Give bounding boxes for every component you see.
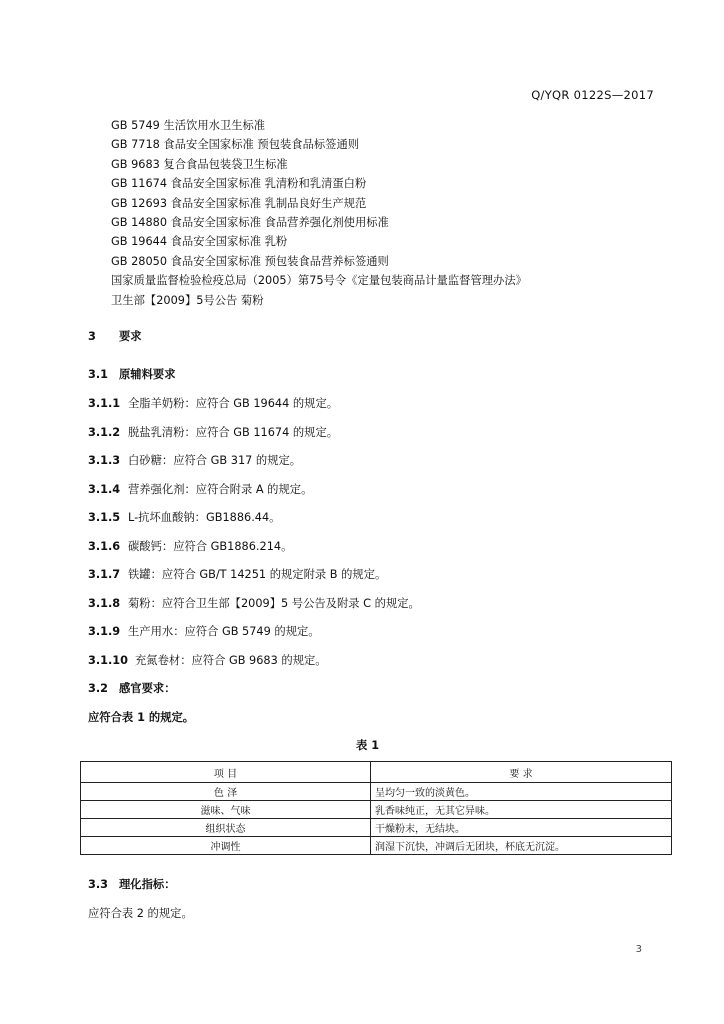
table-cell: 乳香味纯正，无其它异味。 xyxy=(371,801,672,819)
paragraph: 应符合表 1 的规定。 xyxy=(88,711,195,724)
section-number: 3.2 xyxy=(88,682,109,695)
reference-item: GB 14880 食品安全国家标准 食品营养强化剂使用标准 xyxy=(111,216,389,230)
item-text: 充氮卷材：应符合 GB 9683 的规定。 xyxy=(135,654,327,667)
reference-item: 国家质量监督检验检疫总局（2005）第75号令《定量包装商品计量监督管理办法》 xyxy=(111,274,527,288)
section-3-1-heading xyxy=(88,366,176,382)
paragraph: 应符合表 2 的规定。 xyxy=(88,907,193,920)
section-title: 要求 xyxy=(119,330,142,343)
item-text: 白砂糖：应符合 GB 317 的规定。 xyxy=(128,454,302,467)
requirement-item xyxy=(88,538,292,554)
reference-item: GB 12693 食品安全国家标准 乳制品良好生产规范 xyxy=(111,196,367,210)
item-text: 脱盐乳清粉：应符合 GB 11674 的规定。 xyxy=(128,426,339,439)
section-3-2-heading xyxy=(88,680,176,696)
requirement-item xyxy=(88,481,312,497)
table-row xyxy=(81,801,672,819)
section-3-heading xyxy=(88,328,142,344)
item-number: 3.1.6 xyxy=(88,540,121,553)
requirement-item xyxy=(88,623,320,639)
standard-code: Q/YQR 0122S—2017 xyxy=(531,88,654,102)
table-1 xyxy=(80,761,672,855)
reference-list xyxy=(111,116,527,310)
table-cell: 干燥粉末，无结块。 xyxy=(371,819,672,837)
table-header-cell: 项 目 xyxy=(81,762,371,783)
item-text: 全脂羊奶粉：应符合 GB 19644 的规定。 xyxy=(128,397,339,410)
item-text: 碳酸钙：应符合 GB1886.214。 xyxy=(128,540,293,553)
item-number: 3.1.1 xyxy=(88,397,121,410)
requirement-item xyxy=(88,395,338,411)
table-row xyxy=(81,783,672,801)
requirement-item xyxy=(88,452,301,468)
table-row xyxy=(81,819,672,837)
requirement-item xyxy=(88,595,420,611)
section-title: 原辅料要求 xyxy=(119,368,176,381)
reference-item: GB 19644 食品安全国家标准 乳粉 xyxy=(111,235,288,249)
item-number: 3.1.5 xyxy=(88,511,121,524)
item-number: 3.1.9 xyxy=(88,625,121,638)
table-cell: 润湿下沉快，冲调后无团块，杯底无沉淀。 xyxy=(371,837,672,855)
item-text: 生产用水：应符合 GB 5749 的规定。 xyxy=(128,625,320,638)
requirement-item xyxy=(88,566,386,582)
reference-item: GB 5749 生活饮用水卫生标准 xyxy=(111,119,266,132)
table-cell: 冲调性 xyxy=(81,837,371,855)
item-number: 3.1.2 xyxy=(88,426,121,439)
item-text: 菊粉：应符合卫生部【2009】5 号公告及附录 C 的规定。 xyxy=(128,597,420,610)
section-number: 3 xyxy=(88,330,96,343)
item-text: L-抗坏血酸钠：GB1886.44。 xyxy=(128,511,281,524)
item-number: 3.1.8 xyxy=(88,597,121,610)
table-cell: 组织状态 xyxy=(81,819,371,837)
section-title: 感官要求： xyxy=(119,682,176,695)
table-row xyxy=(81,837,672,855)
requirement-item xyxy=(88,652,327,668)
table-cell: 色 泽 xyxy=(81,783,371,801)
requirement-item xyxy=(88,424,338,440)
section-number: 3.3 xyxy=(88,878,109,891)
reference-item: GB 11674 食品安全国家标准 乳清粉和乳清蛋白粉 xyxy=(111,177,367,191)
item-number: 3.1.7 xyxy=(88,568,121,581)
reference-item: GB 7718 食品安全国家标准 预包装食品标签通则 xyxy=(111,138,360,152)
reference-item: GB 9683 复合食品包装袋卫生标准 xyxy=(111,157,288,171)
item-text: 营养强化剂：应符合附录 A 的规定。 xyxy=(128,483,313,496)
reference-item: 卫生部【2009】5号公告 菊粉 xyxy=(111,293,264,307)
section-title: 理化指标： xyxy=(119,878,176,891)
item-text: 铁罐：应符合 GB/T 14251 的规定附录 B 的规定。 xyxy=(128,568,387,581)
section-3-3-heading xyxy=(88,876,176,892)
table-cell: 呈均匀一致的淡黄色。 xyxy=(371,783,672,801)
section-number: 3.1 xyxy=(88,368,109,381)
item-number: 3.1.10 xyxy=(88,654,129,667)
table-cell: 滋味、气味 xyxy=(81,801,371,819)
table-header-cell: 要 求 xyxy=(371,762,672,783)
requirement-item xyxy=(88,509,280,525)
item-number: 3.1.4 xyxy=(88,483,121,496)
table-header-row xyxy=(81,762,672,783)
page-number: 3 xyxy=(635,944,642,955)
reference-item: GB 28050 食品安全国家标准 预包装食品营养标签通则 xyxy=(111,254,389,268)
table-caption: 表 1 xyxy=(356,739,380,752)
item-number: 3.1.3 xyxy=(88,454,121,467)
